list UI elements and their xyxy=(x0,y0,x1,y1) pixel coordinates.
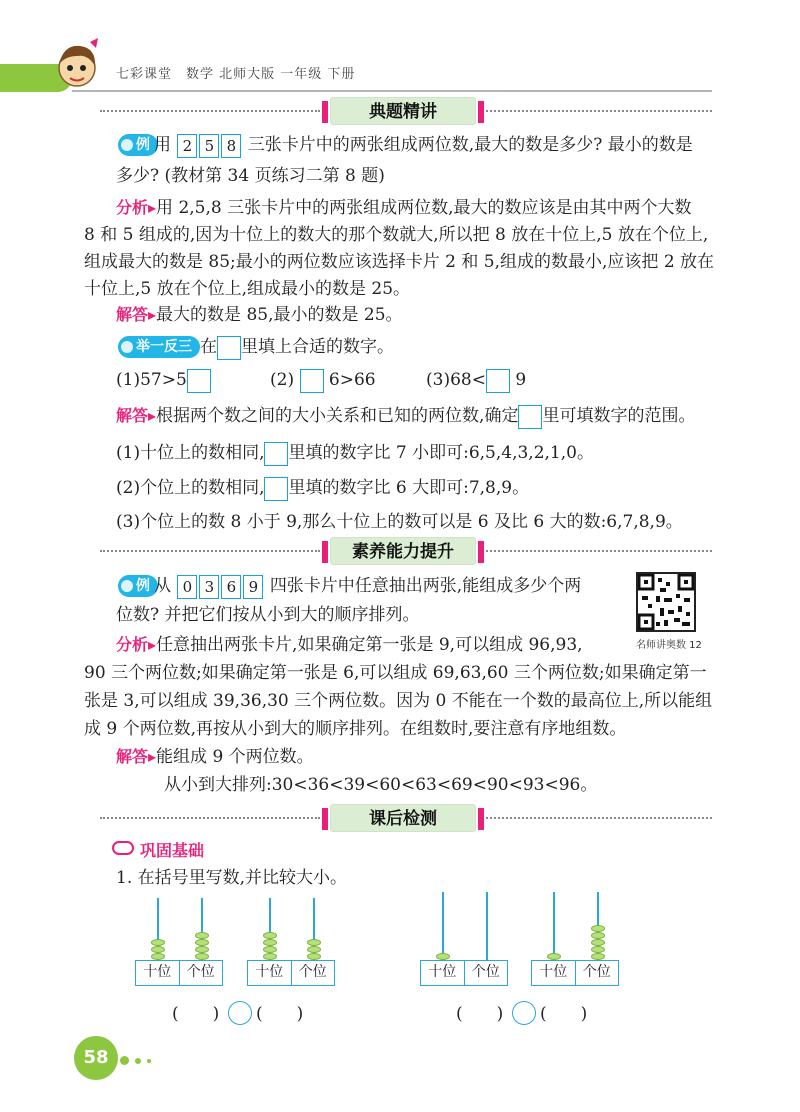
card-3: 8 xyxy=(221,134,241,158)
section-title-1: 典题精讲 xyxy=(330,97,476,125)
example1-analysis-line3: 组成最大的数是 85;最小的两位数应该选择卡片 2 和 5,组成的数最小,应该把 2 放在 xyxy=(84,252,715,272)
practice-answer-line1: (1)十位上的数相同, 里填的数字比 7 小即可:6,5,4,3,2,1,0。 xyxy=(116,441,594,466)
compare-circle-2[interactable] xyxy=(512,1001,536,1025)
page-dot-2 xyxy=(135,1058,141,1064)
card-2: 5 xyxy=(199,134,219,158)
practice-answer-line3: (3)个位上的数 8 小于 9,那么十位上的数可以是 6 及比 6 大的数:6,7,8,9。 xyxy=(116,512,683,532)
practice-answer-line2: (2)个位上的数相同, 里填的数字比 6 大即可:7,8,9。 xyxy=(116,476,529,501)
example2-line1: 从 0 3 6 9 四张卡片中任意抽出两张,能组成多少个两 xyxy=(154,574,581,599)
answer-label: 解答▸ xyxy=(116,305,157,324)
q1-box[interactable] xyxy=(187,369,211,393)
answer-box-sample xyxy=(217,336,241,360)
card-3: 6 xyxy=(221,575,241,599)
header-rule xyxy=(72,90,712,92)
card-2: 3 xyxy=(199,575,219,599)
header-title: 七彩课堂 数学 北师大版 一年级 下册 xyxy=(116,67,356,82)
example2-analysis-line3: 张是 3,可以组成 39,36,30 三个两位数。因为 0 不能在一个数的最高位上,所以能组 xyxy=(84,691,713,711)
section-bar-2 xyxy=(100,537,712,565)
abacus-2-labels: 十位 个位 xyxy=(247,960,335,986)
example1-analysis-line4: 十位上,5 放在个位上,组成最小的数是 25。 xyxy=(84,279,411,299)
example1-answer: 解答▸最大的数是 85,最小的数是 25。 xyxy=(116,305,403,325)
page-number: 58 xyxy=(74,1036,118,1080)
practice-q3: (3)68< 9 xyxy=(426,368,526,393)
page-dot-3 xyxy=(147,1059,151,1063)
example-badge: 例 xyxy=(118,134,158,156)
practice-q2: (2) 6>66 xyxy=(270,368,376,393)
question-1: 1. 在括号里写数,并比较大小。 xyxy=(116,868,348,888)
answer-paren-3[interactable]: ( ) xyxy=(456,1004,504,1024)
example1-analysis-line1: 分析▸用 2,5,8 三张卡片中的两张组成两位数,最大的数应该是由其中两个大数 xyxy=(116,198,692,218)
practice-q1: (1)57>5 xyxy=(116,368,211,393)
example1-line1: 用 2 5 8 三张卡片中的两张组成两位数,最大的数是多少? 最小的数是 xyxy=(154,133,693,158)
example2-analysis-line4: 成 9 个两位数,再按从小到大的顺序排列。在组数时,要注意有序地组数。 xyxy=(84,719,627,739)
compare-circle-1[interactable] xyxy=(228,1001,252,1025)
practice-instruction: 在 里填上合适的数字。 xyxy=(200,335,394,360)
q2-box[interactable] xyxy=(300,369,324,393)
section-title-2: 素养能力提升 xyxy=(330,537,476,565)
example1-line2: 多少? (教材第 34 页练习二第 8 题) xyxy=(116,166,385,186)
q3-box[interactable] xyxy=(486,369,510,393)
example2-order: 从小到大排列:30<36<39<60<63<69<90<93<96。 xyxy=(164,775,598,795)
example2-analysis-line1: 分析▸任意抽出两张卡片,如果确定第一张是 9,可以组成 96,93, xyxy=(116,635,583,655)
practice-answer: 解答▸根据两个数之间的大小关系和已知的两位数,确定 里可填数字的范围。 xyxy=(116,404,695,429)
analysis-label: 分析▸ xyxy=(116,198,157,217)
practice-badge: 举一反三 xyxy=(118,336,200,358)
mascot-icon xyxy=(50,38,104,90)
sub-section-icon xyxy=(112,841,134,855)
section-bar-1 xyxy=(100,97,712,125)
example2-answer: 解答▸能组成 9 个两位数。 xyxy=(116,747,314,767)
card-4: 9 xyxy=(243,575,263,599)
abacus-1-labels: 十位 个位 xyxy=(135,960,223,986)
abacus-3-labels: 十位 个位 xyxy=(420,960,508,986)
qr-code-icon[interactable] xyxy=(636,572,696,632)
example2-line2: 位数? 并把它们按从小到大的顺序排列。 xyxy=(116,605,420,625)
sub-section-title: 巩固基础 xyxy=(140,841,205,860)
answer-paren-2[interactable]: ( ) xyxy=(256,1004,304,1024)
qr-caption: 名师讲奥数 12 xyxy=(636,640,702,651)
example-badge: 例 xyxy=(118,575,158,597)
card-1: 2 xyxy=(177,134,197,158)
section-title-3: 课后检测 xyxy=(330,804,476,832)
answer-label: 解答▸ xyxy=(116,747,157,766)
answer-paren-1[interactable]: ( ) xyxy=(172,1004,220,1024)
analysis-label: 分析▸ xyxy=(116,635,157,654)
card-1: 0 xyxy=(177,575,197,599)
section-bar-3 xyxy=(100,804,712,832)
example2-analysis-line2: 90 三个两位数;如果确定第一张是 6,可以组成 69,63,60 三个两位数;如果确定第一 xyxy=(84,663,707,683)
abacus-4-labels: 十位 个位 xyxy=(531,960,619,986)
example1-analysis-line2: 8 和 5 组成的,因为十位上的数大的那个数就大,所以把 8 放在十位上,5 放在个位上, xyxy=(84,225,709,245)
page-dot-1 xyxy=(120,1056,129,1065)
answer-label: 解答▸ xyxy=(116,406,157,425)
answer-paren-4[interactable]: ( ) xyxy=(540,1004,588,1024)
